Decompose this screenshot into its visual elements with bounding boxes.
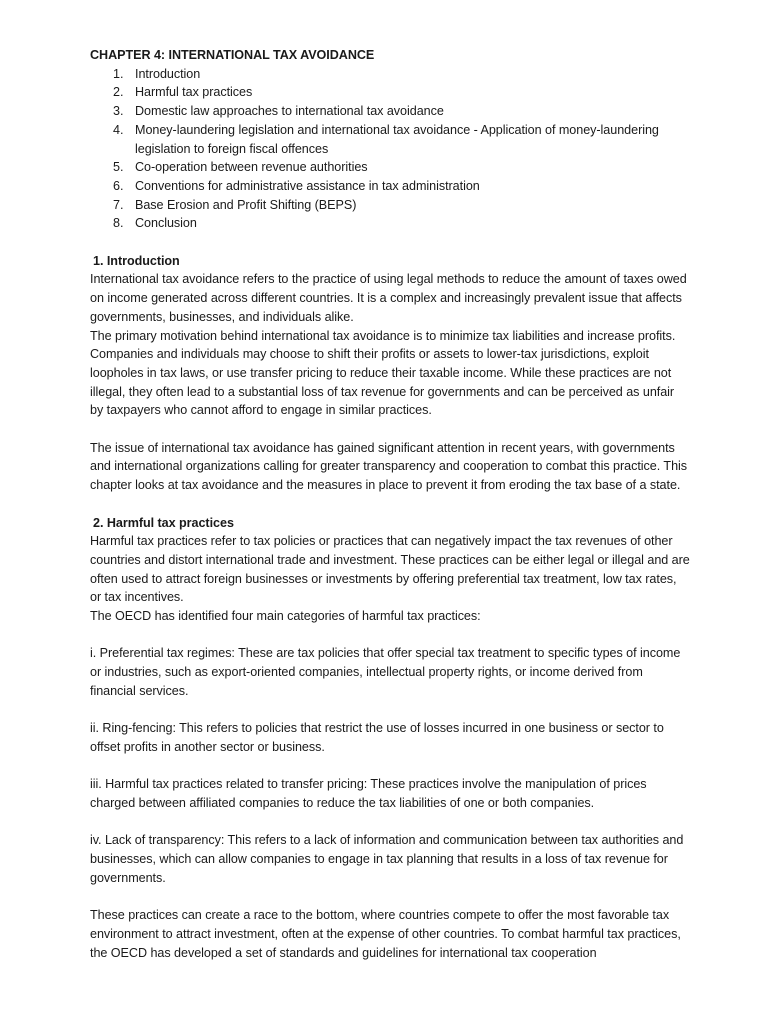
section-introduction [90, 252, 690, 495]
paragraph: International tax avoidance refers to the practice of using legal methods to reduce the amount of taxes owed on income generated across different countries. It is a complex and increasingly prevalent issue that affects governments, businesses, and individuals alike. [90, 272, 687, 324]
paragraph: The issue of international tax avoidance has gained significant attention in recent years, with governments and international organizations calling for greater transparency and cooperation to combat this practice. This chapter looks at tax avoidance and the measures in place to prevent it from eroding the tax base of a state. [90, 440, 688, 493]
table-of-contents [90, 65, 690, 233]
toc-item-text: Introduction [135, 66, 201, 81]
paragraph: iv. Lack of transparency: This refers to a lack of information and communication between tax authorities and businesses, which can allow companies to engage in tax planning that results in a loss of tax revenue for governments. [90, 833, 684, 885]
toc-item [90, 83, 690, 102]
toc-item-text: Co-operation between revenue authorities [135, 160, 368, 175]
section-heading: 2. Harmful tax practices [93, 515, 234, 530]
chapter-title: CHAPTER 4: INTERNATIONAL TAX AVOIDANCE [90, 48, 375, 62]
toc-item-text: Domestic law approaches to international tax avoidance [135, 104, 444, 119]
paragraph: Harmful tax practices refer to tax policies or practices that can negatively impact the tax revenues of other countries and distort international trade and investment. These practices can be either legal or illegal and are often used to attract foreign businesses or investments by offering preferential tax treatment, low tax rates, or tax incentives. [90, 534, 690, 605]
toc-item [90, 121, 690, 158]
toc-item-text: Conclusion [135, 216, 197, 231]
paragraph: The OECD has identified four main categories of harmful tax practices: [90, 609, 481, 624]
paragraph: These practices can create a race to the bottom, where countries compete to offer the most favorable tax environment to attract investment, often at the expense of other countries. To combat harmful tax practices, the OECD has developed a set of standards and guidelines for international tax cooperation [90, 908, 681, 960]
toc-item-number: 1. [113, 66, 124, 81]
toc-item-number: 2. [113, 85, 124, 100]
toc-item-number: 6. [113, 178, 124, 193]
toc-item-number: 4. [113, 122, 124, 137]
toc-item [90, 177, 690, 196]
toc-item [90, 214, 690, 233]
paragraph: ii. Ring-fencing: This refers to policies that restrict the use of losses incurred in one business or sector to offset profits in another sector or business. [90, 721, 664, 754]
toc-item [90, 158, 690, 177]
toc-item [90, 65, 690, 84]
paragraph: iii. Harmful tax practices related to transfer pricing: These practices involve the manipulation of prices charged between affiliated companies to reduce the tax liabilities of one or both companies. [90, 777, 647, 811]
toc-item-text: Base Erosion and Profit Shifting (BEPS) [135, 197, 357, 212]
toc-item-text: Conventions for administrative assistance in tax administration [135, 178, 480, 193]
toc-item-number: 3. [113, 104, 124, 119]
paragraph: The primary motivation behind international tax avoidance is to minimize tax liabilities and increase profits. Companies and individuals may choose to shift their profits or assets to lower-tax jurisdictions, exploit loopholes in tax laws, or use transfer pricing to reduce their taxable income. While these practices are not illegal, they often lead to a substantial loss of tax revenue for governments and can be perceived as unfair by taxpayers who cannot afford to engage in similar practices. [90, 328, 676, 418]
toc-item-text: Harmful tax practices [135, 85, 253, 100]
section-heading: 1. Introduction [93, 253, 180, 268]
toc-item-number: 7. [113, 197, 124, 212]
toc-item-text: Money-laundering legislation and international tax avoidance - Application of money-laundering legislation to foreign fiscal offences [135, 122, 659, 156]
toc-item [90, 102, 690, 121]
toc-item-number: 5. [113, 160, 124, 175]
section-harmful-tax-practices [90, 514, 690, 963]
paragraph: i. Preferential tax regimes: These are tax policies that offer special tax treatment to specific types of income or industries, such as export-oriented companies, intellectual property rights, or income derived from financial services. [90, 646, 681, 698]
document-page [90, 46, 690, 962]
toc-item-number: 8. [113, 216, 124, 231]
toc-item [90, 196, 690, 215]
